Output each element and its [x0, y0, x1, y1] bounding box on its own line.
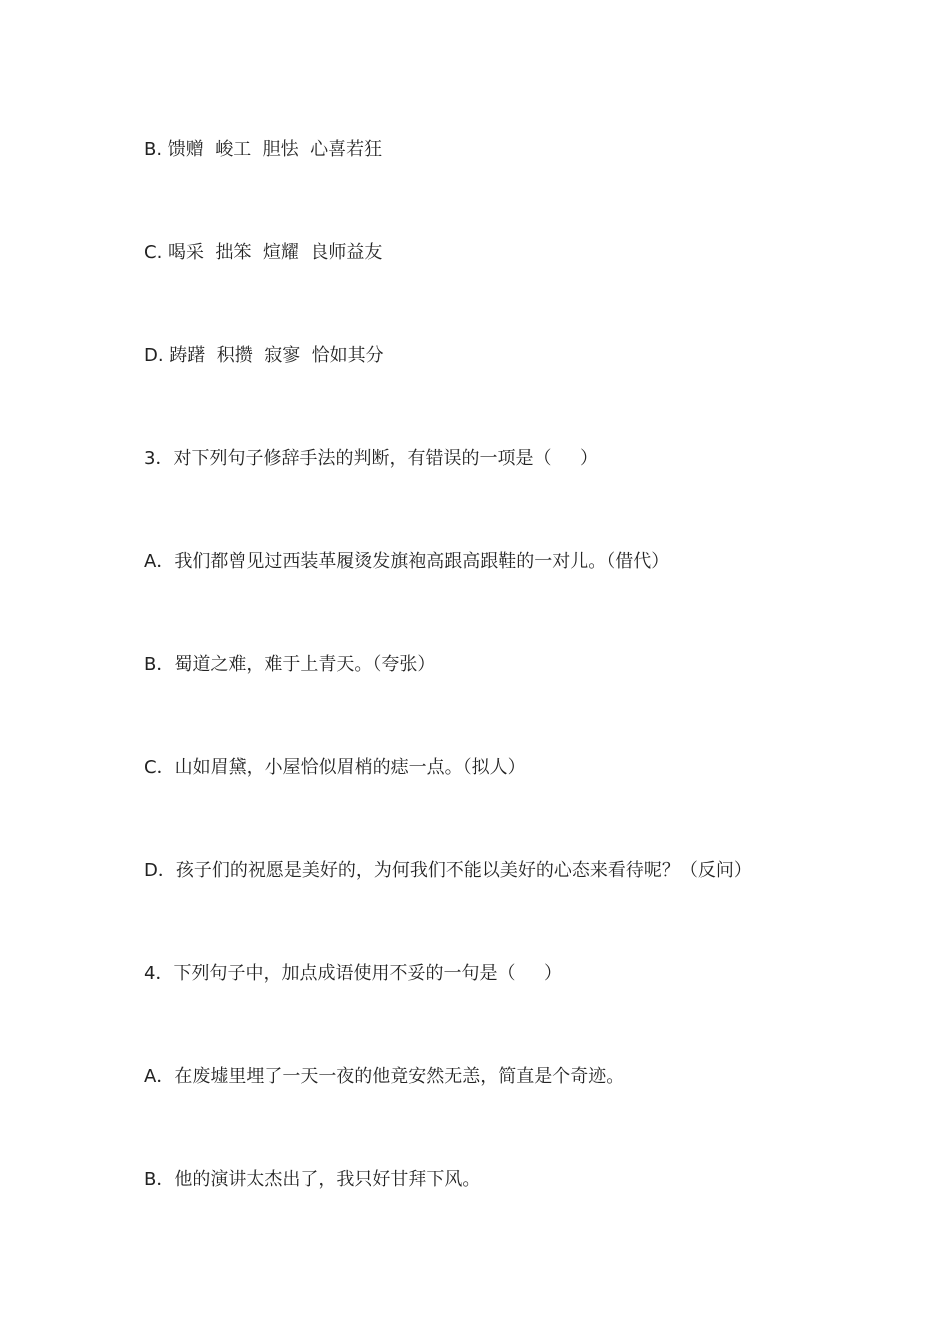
option-d-words: D. 踌躇 积攒 寂寥 恰如其分	[144, 345, 384, 366]
q4-option-a: A．在废墟里埋了一天一夜的他竟安然无恙，简直是个奇迹。	[144, 1066, 625, 1087]
q4-option-b: B．他的演讲太杰出了，我只好甘拜下风。	[144, 1169, 481, 1190]
option-b-words: B. 馈赠 峻工 胆怯 心喜若狂	[144, 139, 383, 160]
question-3: 3．对下列句子修辞手法的判断，有错误的一项是（ ）	[144, 448, 599, 469]
question-4: 4．下列句子中，加点成语使用不妥的一句是（ ）	[144, 963, 563, 984]
q3-option-b: B．蜀道之难，难于上青天。（夸张）	[144, 654, 436, 675]
q3-option-a: A．我们都曾见过西装革履烫发旗袍高跟高跟鞋的一对儿。（借代）	[144, 551, 670, 572]
option-c-words: C. 喝采 拙笨 煊耀 良师益友	[144, 242, 383, 263]
q3-option-c: C．山如眉黛，小屋恰似眉梢的痣一点。（拟人）	[144, 757, 526, 778]
q3-option-d: D．孩子们的祝愿是美好的，为何我们不能以美好的心态来看待呢？（反问）	[144, 860, 752, 881]
